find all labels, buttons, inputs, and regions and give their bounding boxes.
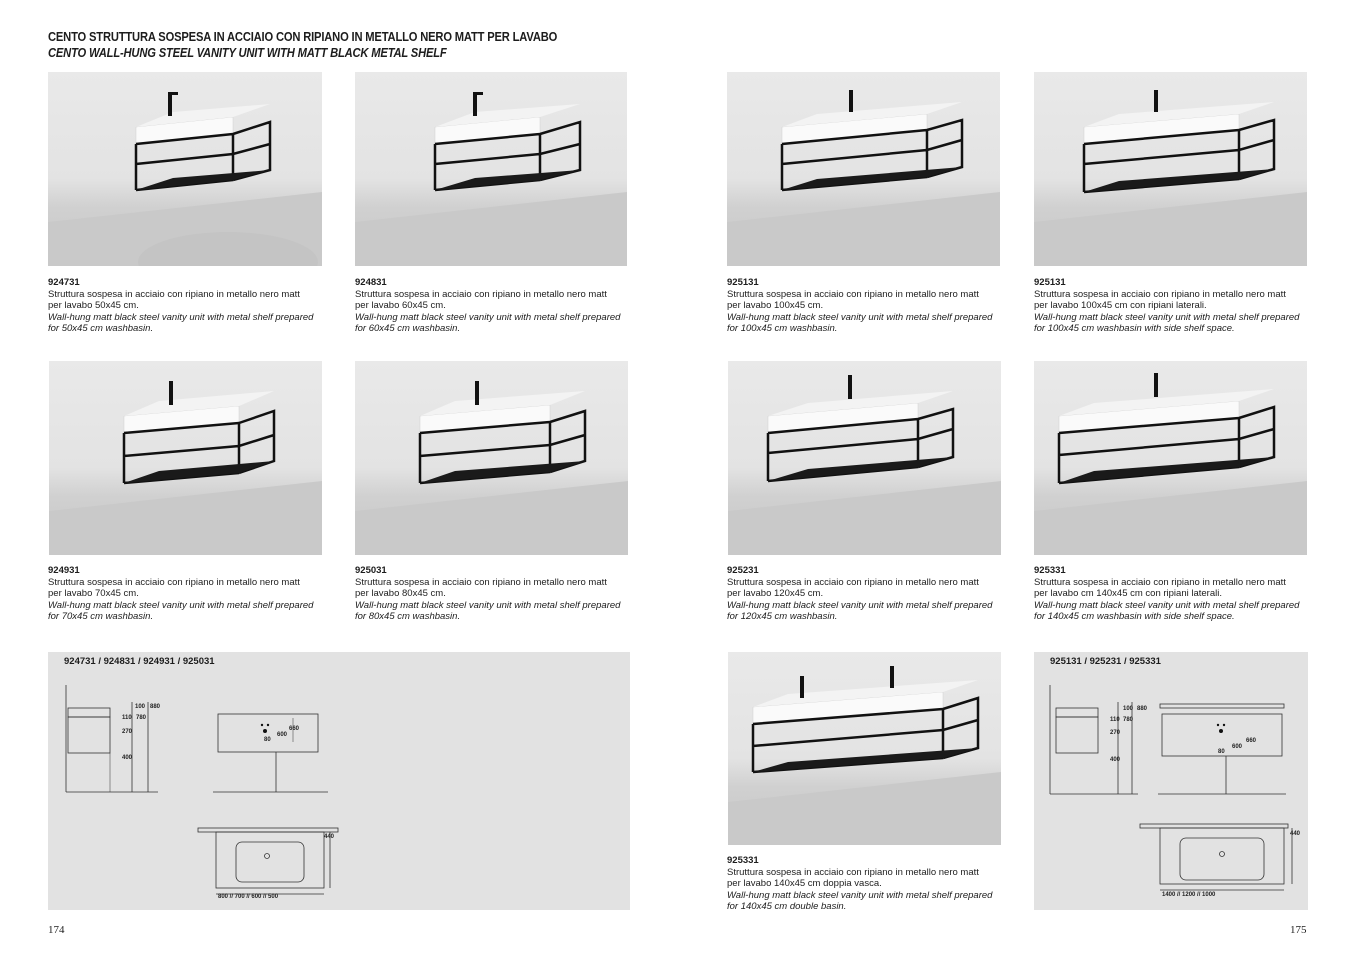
vanity-illustration [727, 72, 1000, 266]
page-title [48, 29, 557, 61]
product-photo-924831 [355, 72, 627, 266]
vanity-illustration [728, 652, 1001, 845]
technical-drawing-left [48, 652, 630, 910]
svg-text:80: 80 [264, 737, 271, 743]
product-photo-925131-side [1034, 72, 1307, 266]
page-number-left: 174 [48, 924, 65, 936]
svg-text:80: 80 [1218, 749, 1225, 755]
vanity-illustration [355, 72, 627, 266]
caption-924831: 924831 Struttura sospesa in acciaio con ripiano in metallo nero matt per lavabo 60x45 cm. Wall-hung matt black steel vanity unit with metal shelf prepared for 60x45 cm washbasin. [355, 277, 621, 334]
caption-925231: 925231 Struttura sospesa in acciaio con ripiano in metallo nero matt per lavabo 120x45 cm. Wall-hung matt black steel vanity unit with metal shelf prepared for 120x45 cm washbasin. [727, 565, 993, 622]
caption-925331: 925331 Struttura sospesa in acciaio con ripiano in metallo nero matt per lavabo cm 140x45 cm con ripiani laterali. Wall-hung matt black steel vanity unit with metal shelf prepared for 140x45 cm washbasin with side shelf space. [1034, 565, 1300, 622]
svg-text:100: 100 [1123, 706, 1134, 712]
svg-text:400: 400 [122, 755, 133, 761]
caption-924931: 924931 Struttura sospesa in acciaio con ripiano in metallo nero matt per lavabo 70x45 cm. Wall-hung matt black steel vanity unit with metal shelf prepared for 70x45 cm washbasin. [48, 565, 314, 622]
caption-925131: 925131 Struttura sospesa in acciaio con ripiano in metallo nero matt per lavabo 100x45 cm. Wall-hung matt black steel vanity unit with metal shelf prepared for 100x45 cm washbasin. [727, 277, 993, 334]
title-italian: CENTO STRUTTURA SOSPESA IN ACCIAIO CON RIPIANO IN METALLO NERO MATT PER LAVABO [48, 29, 558, 44]
technical-drawing-right [1034, 652, 1308, 910]
svg-text:660: 660 [1246, 738, 1257, 744]
product-photo-925331-double [728, 652, 1001, 845]
product-photo-924931 [49, 361, 322, 555]
svg-text:100: 100 [135, 704, 146, 710]
drawing-title: 924731 / 924831 / 924931 / 925031 [64, 656, 215, 667]
svg-text:110: 110 [1110, 717, 1120, 723]
dimension-drawing [1034, 652, 1308, 910]
product-photo-925231 [728, 361, 1001, 555]
svg-text:780: 780 [1123, 717, 1134, 723]
svg-text:440: 440 [324, 834, 335, 840]
svg-text:660: 660 [289, 726, 300, 732]
caption-924731: 924731 Struttura sospesa in acciaio con ripiano in metallo nero matt per lavabo 50x45 cm. Wall-hung matt black steel vanity unit with metal shelf prepared for 50x45 cm washbasin. [48, 277, 314, 334]
caption-925131-side: 925131 Struttura sospesa in acciaio con ripiano in metallo nero matt per lavabo 100x45 cm con ripiani laterali. Wall-hung matt black steel vanity unit with metal shelf prepared for 100x45 cm washbasin with side shelf space. [1034, 277, 1300, 334]
product-photo-924731 [48, 72, 322, 266]
vanity-illustration [1034, 72, 1307, 266]
product-photo-925331 [1034, 361, 1307, 555]
svg-text:270: 270 [1110, 730, 1121, 736]
caption-925031: 925031 Struttura sospesa in acciaio con ripiano in metallo nero matt per lavabo 80x45 cm. Wall-hung matt black steel vanity unit with metal shelf prepared for 80x45 cm washbasin. [355, 565, 621, 622]
svg-text:270: 270 [122, 729, 133, 735]
svg-text:400: 400 [1110, 757, 1121, 763]
svg-text:110: 110 [122, 715, 132, 721]
title-english: CENTO WALL-HUNG STEEL VANITY UNIT WITH MATT BLACK METAL SHELF [48, 45, 447, 60]
svg-text:800 // 700 // 600 // 500: 800 // 700 // 600 // 500 [218, 894, 279, 900]
svg-text:780: 780 [136, 715, 147, 721]
page-number-right: 175 [1290, 924, 1307, 936]
drawing-title: 925131 / 925231 / 925331 [1050, 656, 1161, 667]
vanity-illustration [49, 361, 322, 555]
svg-text:600: 600 [1232, 744, 1243, 750]
svg-text:600: 600 [277, 732, 288, 738]
svg-text:440: 440 [1290, 831, 1301, 837]
svg-text:880: 880 [150, 704, 161, 710]
vanity-illustration [1034, 361, 1307, 555]
svg-text:1400 // 1200 // 1000: 1400 // 1200 // 1000 [1162, 892, 1216, 898]
product-photo-925131 [727, 72, 1000, 266]
vanity-illustration [355, 361, 628, 555]
svg-text:880: 880 [1137, 706, 1148, 712]
vanity-illustration [728, 361, 1001, 555]
product-photo-925031 [355, 361, 628, 555]
vanity-illustration [48, 72, 322, 266]
caption-925331-double: 925331 Struttura sospesa in acciaio con ripiano in metallo nero matt per lavabo 140x45 cm doppia vasca. Wall-hung matt black steel vanity unit with metal shelf prepared for 140x45 cm double basin. [727, 855, 993, 912]
dimension-drawing [48, 652, 630, 910]
